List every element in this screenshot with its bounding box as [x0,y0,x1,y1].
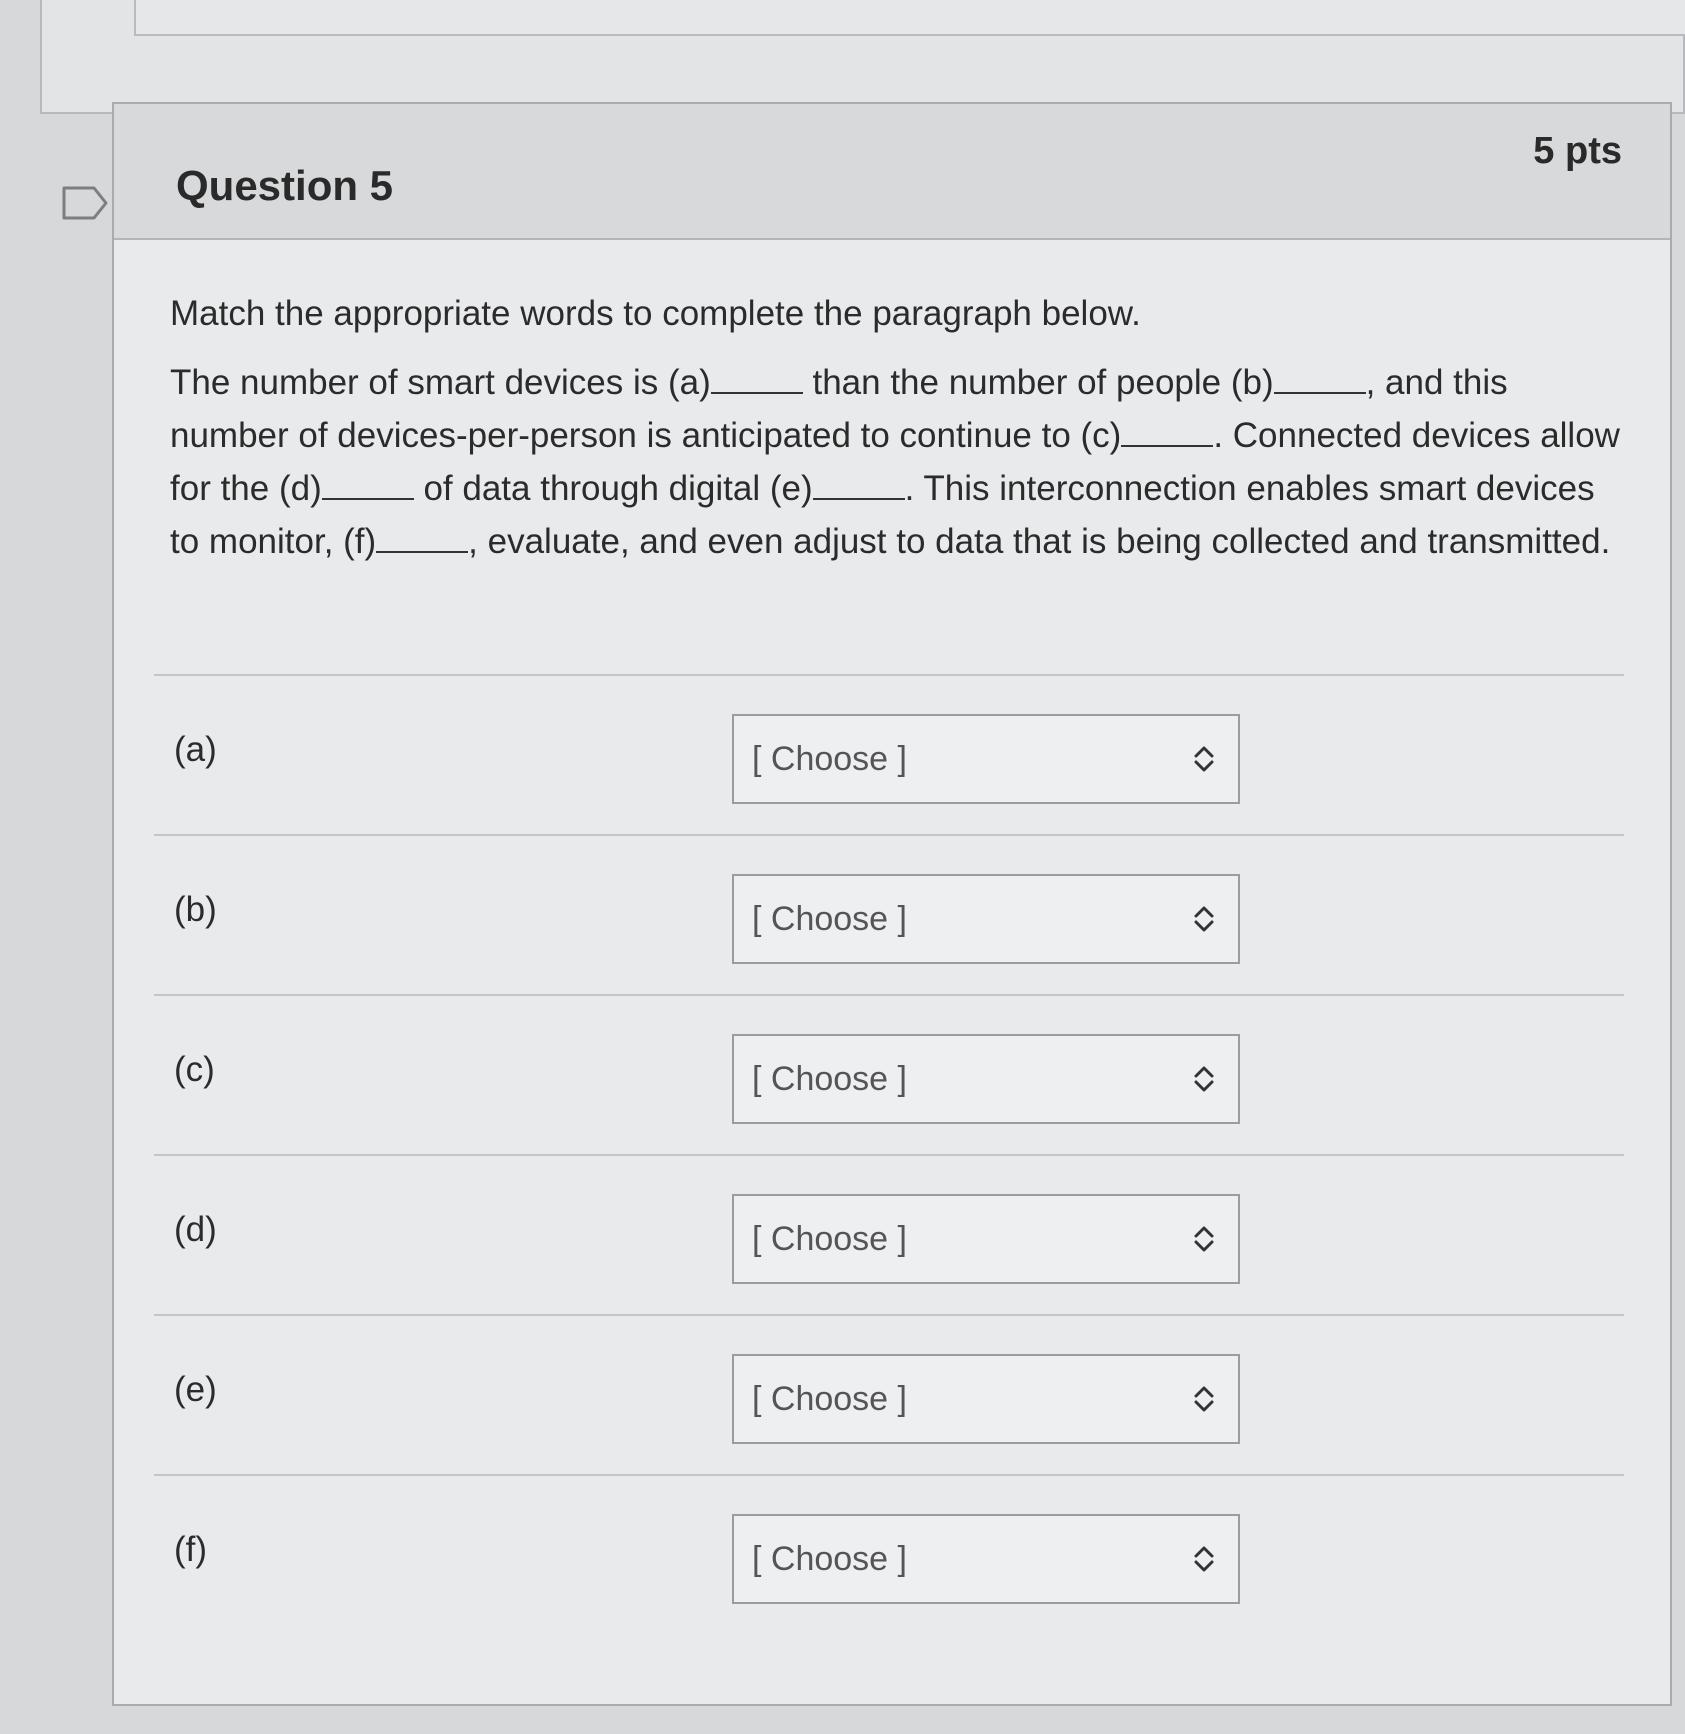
answer-select-b[interactable] [732,874,1240,964]
match-label: (b) [174,890,217,929]
paragraph-text-1: The number of smart devices is (a) [170,363,711,402]
select-value: [ Choose ] [752,1060,907,1098]
answer-select-c[interactable] [732,1034,1240,1124]
previous-question-body [134,0,1685,36]
paragraph-text-3: , and this number of devices-per-person is anticipated to continue to (c) [170,363,1508,455]
paragraph-text-7: , evaluate, and even adjust to data that is being collected and transmitted. [468,522,1611,561]
updown-chevron-icon [1192,1222,1216,1256]
updown-chevron-icon [1192,742,1216,776]
blank-b [1274,364,1366,394]
updown-chevron-icon [1192,1382,1216,1416]
match-row-f [154,1474,1624,1634]
paragraph-text-4: . Connected devices allow for the (d) [170,416,1620,508]
answer-select-a[interactable] [732,714,1240,804]
updown-chevron-icon [1192,902,1216,936]
question-header [114,104,1670,240]
select-value: [ Choose ] [752,1220,907,1258]
paragraph-text-5: of data through digital (e) [413,469,813,508]
blank-e [813,470,905,500]
blank-d [322,470,414,500]
question-paragraph [170,356,1630,568]
question-points: 5 pts [1533,130,1622,172]
select-value: [ Choose ] [752,740,907,778]
select-value: [ Choose ] [752,1540,907,1578]
updown-chevron-icon [1192,1542,1216,1576]
updown-chevron-icon [1192,1062,1216,1096]
blank-a [711,364,803,394]
select-value: [ Choose ] [752,1380,907,1418]
matching-list [154,674,1624,1634]
answer-select-f[interactable] [732,1514,1240,1604]
answer-select-e[interactable] [732,1354,1240,1444]
match-row-a [154,674,1624,834]
question-card [112,102,1672,1706]
flag-question-icon[interactable] [62,186,108,220]
match-label: (e) [174,1370,217,1409]
blank-c [1121,417,1213,447]
match-row-d [154,1154,1624,1314]
question-title: Question 5 [176,162,394,209]
match-row-e [154,1314,1624,1474]
match-row-c [154,994,1624,1154]
match-label: (a) [174,730,217,769]
match-label: (d) [174,1210,217,1249]
select-value: [ Choose ] [752,900,907,938]
question-instructions: Match the appropriate words to complete the paragraph below. [170,294,1141,333]
previous-question-card [40,0,1685,114]
match-label: (f) [174,1530,208,1569]
blank-f [376,523,468,553]
paragraph-text-6: . This interconnection enables smart devices to monitor, (f) [170,469,1595,561]
paragraph-text-2: than the number of people (b) [802,363,1274,402]
match-label: (c) [174,1050,215,1089]
answer-select-d[interactable] [732,1194,1240,1284]
match-row-b [154,834,1624,994]
